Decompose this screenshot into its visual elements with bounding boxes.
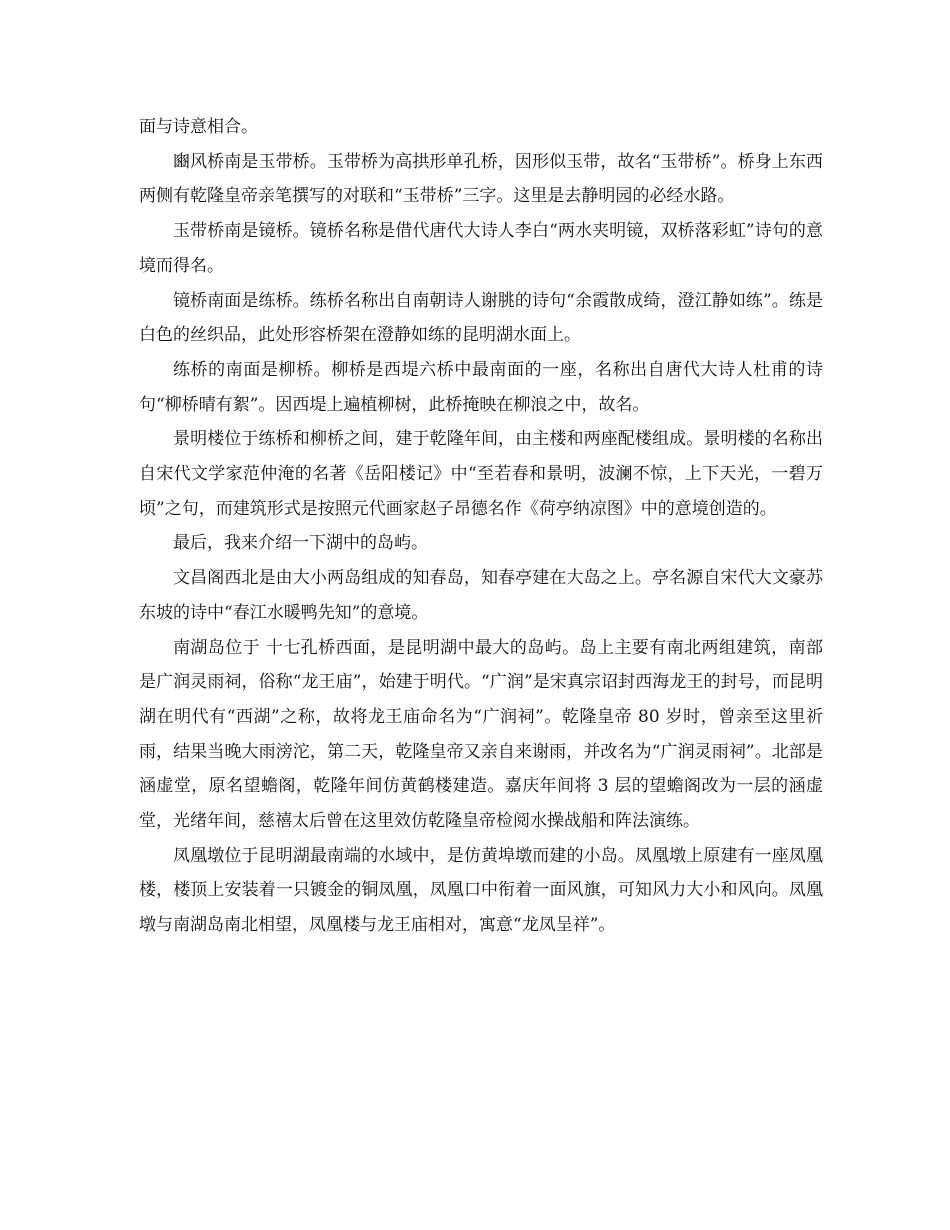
paragraph-nanhu-island: 南湖岛位于 十七孔桥西面，是昆明湖中最大的岛屿。岛上主要有南北两组建筑，南部是广润灵雨祠，俗称“龙王庙”，始建于明代。“广润”是宋真宗诏封西海龙王的封号，而昆明湖在明代有“西湖”之称，故将龙王庙命名为“广润祠”。乾隆皇帝 80 岁时，曾亲至这里祈雨，结果当晚大雨滂沱，第二天，乾隆皇帝又亲自来谢雨，并改名为“广润灵雨祠”。北部是涵虚堂，原名望蟾阁，乾隆年间仿黄鹤楼建造。嘉庆年间将 3 层的望蟾阁改为一层的涵虚堂，光绪年间，慈禧太后曾在这里效仿乾隆皇帝检阅水操战船和阵法演练。: [139, 637, 823, 832]
paragraph-continuation: 面与诗意相合。: [139, 117, 258, 137]
paragraph-liu-bridge: 练桥的南面是柳桥。柳桥是西堤六桥中最南面的一座，名称出自唐代大诗人杜甫的诗句“柳桥晴有絮”。因西堤上遍植柳树，此桥掩映在柳浪之中，故名。: [139, 359, 823, 415]
paragraph-fenghuang-dun: 凤凰墩位于昆明湖最南端的水域中，是仿黄埠墩而建的小岛。凤凰墩上原建有一座凤凰楼，楼顶上安装着一只镀金的铜凤凰，凤凰口中衔着一面风旗，可知风力大小和风向。凤凰墩与南湖岛南北相望，凤凰楼与龙王庙相对，寓意“龙凤呈祥”。: [139, 845, 823, 936]
paragraph-yudai-bridge: 豳风桥南是玉带桥。玉带桥为高拱形单孔桥，因形似玉带，故名“玉带桥”。桥身上东西两侧有乾隆皇帝亲笔撰写的对联和“玉带桥”三字。这里是去静明园的必经水路。: [139, 151, 823, 207]
paragraph-zhichun-island: 文昌阁西北是由大小两岛组成的知春岛，知春亭建在大岛之上。亭名源自宋代大文豪苏东坡的诗中“春江水暖鸭先知”的意境。: [139, 568, 823, 623]
paragraph-jing-bridge: 玉带桥南是镜桥。镜桥名称是借代唐代大诗人李白“两水夹明镜，双桥落彩虹”诗句的意境而得名。: [139, 221, 823, 276]
paragraph-lian-bridge: 镜桥南面是练桥。练桥名称出自南朝诗人谢朓的诗句“余霞散成绮，澄江静如练”。练是白色的丝织品，此处形容桥架在澄静如练的昆明湖水面上。: [139, 290, 823, 346]
document-body: [139, 110, 823, 943]
paragraph-islands-intro: 最后，我来介绍一下湖中的岛屿。: [173, 533, 428, 554]
paragraph-jingming-tower: 景明楼位于练桥和柳桥之间，建于乾隆年间，由主楼和两座配楼组成。景明楼的名称出自宋代文学家范仲淹的名著《岳阳楼记》中“至若春和景明，波澜不惊，上下天光，一碧万顷”之句，而建筑形式是按照元代画家赵子昂德名作《荷亭纳凉图》中的意境创造的。: [139, 429, 823, 519]
